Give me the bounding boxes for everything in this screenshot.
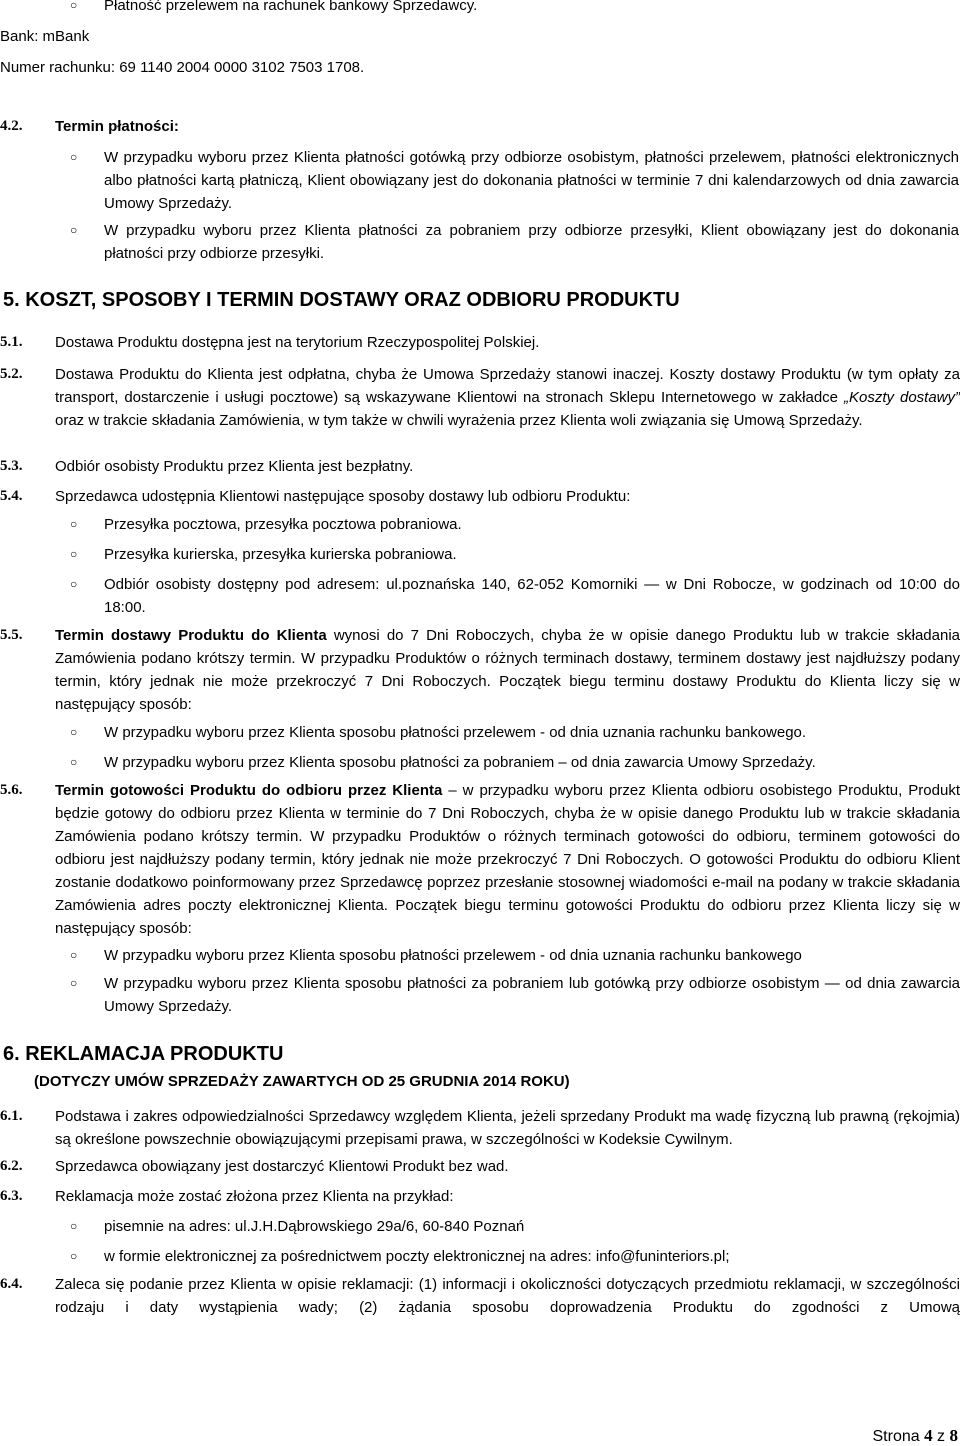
paragraph: Reklamacja może zostać złożona przez Klienta na przykład: <box>55 1188 454 1205</box>
bullet-icon: ○ <box>70 517 78 531</box>
paragraph: Termin gotowości Produktu do odbioru przez Klienta – w przypadku wyboru przez Klienta odbioru osobistego Produktu, Produkt będzie gotowy do odbioru przez Klienta w terminie do 7 Dni Roboczych, chyba że w opisie danego Produktu lub w trakcie składania Zamówienia podano krótszy termin. W przypadku Produktów o różnych terminach gotowości do odbioru, terminem gotowości do odbioru jest najdłuższy podany termin, który jednak nie może przekroczyć 7 Dni Roboczych. O gotowości Produktu do odbioru Klient zostanie dodatkowo poinformowany przez Sprzedawcę poprzez przesłanie stosownej wiadomości e-mail na podany w trakcie składania Zamówienia adres poczty elektronicznej Klienta. Początek biegu terminu gotowości Produktu do odbioru przez Klienta liczy się w następujący sposób: <box>55 782 960 937</box>
chapter-heading: 5. KOSZT, SPOSOBY I TERMIN DOSTAWY ORAZ ODBIORU PRODUKTU <box>3 289 680 311</box>
paragraph-number: 5.2. <box>0 366 23 382</box>
bullet-icon: ○ <box>70 1219 78 1233</box>
paragraph-number: 6.1. <box>0 1108 23 1124</box>
delivery-option: Odbiór osobisty dostępny pod adresem: ul.poznańska 140, 62-052 Komorniki — w Dni Robocze, w godzinach od 10:00 do 18:00. <box>104 576 960 616</box>
delivery-option: Przesyłka kurierska, przesyłka kurierska pobraniowa. <box>104 546 457 563</box>
paragraph-number: 6.3. <box>0 1188 23 1204</box>
paragraph: Podstawa i zakres odpowiedzialności Sprzedawcy względem Klienta, jeżeli sprzedany Produkt ma wadę fizyczną lub prawną (rękojmia) są określone powszechnie obowiązującymi przepisami prawa, w szczególności w Kodeksie Cywilnym. <box>55 1108 960 1148</box>
bullet-icon: ○ <box>70 725 78 739</box>
section-number: 4.2. <box>0 118 23 134</box>
chapter-subheading: (DOTYCZY UMÓW SPRZEDAŻY ZAWARTYCH OD 25 GRUDNIA 2014 ROKU) <box>34 1073 570 1090</box>
bullet-icon: ○ <box>70 577 78 591</box>
page-footer: Strona 4 z 8 <box>872 1426 958 1445</box>
account-number: Numer rachunku: 69 1140 2004 0000 3102 7503 1708. <box>0 59 365 76</box>
complaint-channel: pisemnie na adres: ul.J.H.Dąbrowskiego 29a/6, 60-840 Poznań <box>104 1218 525 1235</box>
delivery-start-item: W przypadku wyboru przez Klienta sposobu płatności przelewem - od dnia uznania rachunku bankowego. <box>104 724 807 741</box>
bank-name: Bank: mBank <box>0 28 90 45</box>
bullet-icon: ○ <box>70 547 78 561</box>
complaint-channel: w formie elektronicznej za pośrednictwem poczty elektronicznej na adres: info@funinteriors.pl; <box>104 1248 730 1265</box>
bullet-icon: ○ <box>70 976 78 990</box>
payment-term-item: W przypadku wyboru przez Klienta płatności za pobraniem przy odbiorze przesyłki, Klient obowiązany jest do dokonania płatności przy odbiorze przesyłki. <box>104 222 959 262</box>
section-title: Termin płatności: <box>55 118 179 135</box>
bullet-icon: ○ <box>70 948 78 962</box>
paragraph: Termin dostawy Produktu do Klienta wynosi do 7 Dni Roboczych, chyba że w opisie danego Produktu lub w trakcie składania Zamówienia podano krótszy termin. W przypadku Produktów o różnych terminach dostawy, terminem dostawy jest najdłuższy podany termin, który jednak nie może przekroczyć 7 Dni Roboczych. Początek biegu terminu dostawy Produktu do Klienta liczy się w następujący sposób: <box>55 627 960 713</box>
payment-method-item: Płatność przelewem na rachunek bankowy Sprzedawcy. <box>104 0 478 14</box>
paragraph-number: 5.5. <box>0 627 23 643</box>
paragraph: Sprzedawca udostępnia Klientowi następujące sposoby dostawy lub odbioru Produktu: <box>55 488 631 505</box>
paragraph-number: 5.4. <box>0 488 23 504</box>
paragraph: Dostawa Produktu do Klienta jest odpłatna, chyba że Umowa Sprzedaży stanowi inaczej. Koszty dostawy Produktu (w tym opłaty za transport, dostarczenie i usługi pocztowe) są wskazywane Klientowi na stronach Sklepu Internetowego w zakładce „Koszty dostawy” oraz w trakcie składania Zamówienia, w tym także w chwili wyrażenia przez Klienta woli związania się Umową Sprzedaży. <box>55 366 960 429</box>
bullet-icon: ○ <box>70 223 78 237</box>
pickup-start-item: W przypadku wyboru przez Klienta sposobu płatności przelewem - od dnia uznania rachunku bankowego <box>104 947 802 964</box>
paragraph: Dostawa Produktu dostępna jest na terytorium Rzeczypospolitej Polskiej. <box>55 334 540 351</box>
paragraph-number: 6.4. <box>0 1276 23 1292</box>
delivery-option: Przesyłka pocztowa, przesyłka pocztowa pobraniowa. <box>104 516 462 533</box>
bullet-icon: ○ <box>70 0 78 12</box>
paragraph: Zaleca się podanie przez Klienta w opisie reklamacji: (1) informacji i okoliczności dotyczących przedmiotu reklamacji, w szczególności rodzaju i daty wystąpienia wady; (2) żądania sposobu doprowadzenia Produktu do zgodności z Umową <box>55 1276 960 1316</box>
bullet-icon: ○ <box>70 1249 78 1263</box>
chapter-heading: 6. REKLAMACJA PRODUKTU <box>3 1043 284 1065</box>
bullet-icon: ○ <box>70 755 78 769</box>
paragraph-number: 5.1. <box>0 334 23 350</box>
payment-term-item: W przypadku wyboru przez Klienta płatności gotówką przy odbiorze osobistym, płatności przelewem, płatności elektronicznych albo płatności kartą płatniczą, Klient obowiązany jest do dokonania płatności w terminie 7 dni kalendarzowych od dnia zawarcia Umowy Sprzedaży. <box>104 149 959 212</box>
delivery-start-item: W przypadku wyboru przez Klienta sposobu płatności za pobraniem – od dnia zawarcia Umowy Sprzedaży. <box>104 754 816 771</box>
paragraph-number: 6.2. <box>0 1158 23 1174</box>
paragraph-number: 5.6. <box>0 782 23 798</box>
paragraph-number: 5.3. <box>0 458 23 474</box>
paragraph: Sprzedawca obowiązany jest dostarczyć Klientowi Produkt bez wad. <box>55 1158 509 1175</box>
bullet-icon: ○ <box>70 150 78 164</box>
pickup-start-item: W przypadku wyboru przez Klienta sposobu płatności za pobraniem lub gotówką przy odbiorze osobistym — od dnia zawarcia Umowy Sprzedaży. <box>104 975 960 1015</box>
paragraph: Odbiór osobisty Produktu przez Klienta jest bezpłatny. <box>55 458 414 475</box>
